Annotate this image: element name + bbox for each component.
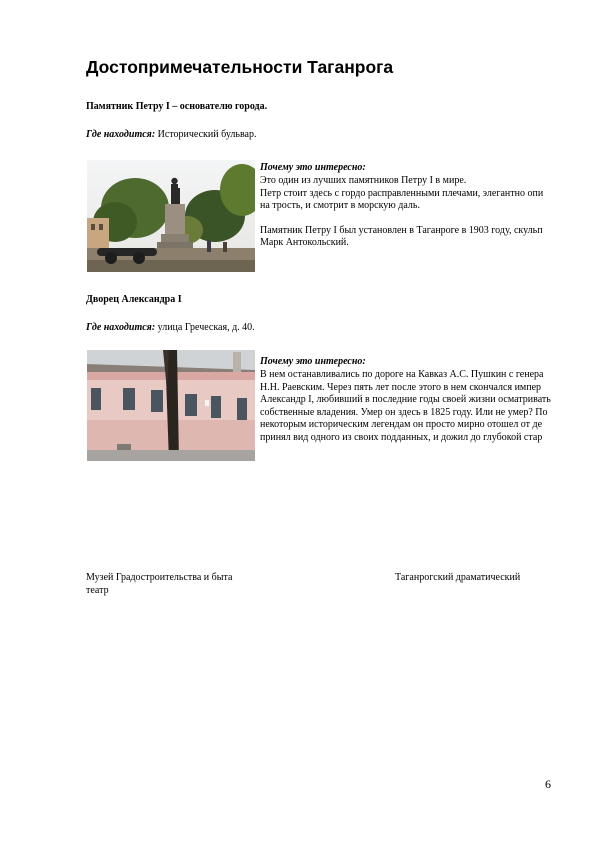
text-line: принял вид одного из своих подданных, и дожил до глубокой стар — [260, 431, 543, 443]
text-line: Александр I, любивший в последние годы своей жизни осматривать — [260, 394, 551, 405]
section2-description — [260, 369, 595, 444]
section-heading-peter-monument: Памятник Петру I – основателю города. — [86, 101, 268, 112]
text-line: Это один из лучших памятников Петру I в мире. — [260, 175, 467, 186]
why-interesting-label: Почему это интересно: — [260, 356, 366, 367]
location-line — [86, 129, 256, 142]
text-line: Н.Н. Раевским. Через пять лет после этого в нем скончался импер — [260, 381, 542, 393]
location-line — [86, 322, 255, 335]
section-heading-alexander-palace: Дворец Александра I — [86, 294, 182, 305]
theatre-caption-continuation: театр — [86, 585, 109, 596]
museum-caption: Музей Градостроительства и быта — [86, 572, 233, 583]
section1-description — [260, 175, 595, 250]
text-line: Марк Антокольский. — [260, 237, 349, 248]
alexander-palace-image — [87, 350, 255, 461]
page-number: 6 — [545, 777, 551, 791]
location-value: Исторический бульвар. — [157, 129, 257, 140]
drama-theatre-caption: Таганрогский драматический — [395, 572, 521, 583]
location-value: улица Греческая, д. 40. — [157, 322, 255, 333]
text-line: некоторым историческим легендам он просто мирно отошел от де — [260, 419, 543, 430]
text-line: Памятник Петру I был установлен в Таганроге в 1903 году, скульп — [260, 224, 543, 236]
text-line: на трость, и смотрит в морскую даль. — [260, 200, 420, 211]
location-label: Где находится: — [86, 322, 156, 333]
location-label: Где находится: — [86, 129, 156, 140]
peter-monument-photo — [87, 160, 255, 272]
page-title: Достопримечательности Таганрога — [86, 57, 394, 77]
text-line: В нем останавливались по дороге на Кавказ А.С. Пушкин с генера — [260, 369, 544, 380]
why-interesting-label: Почему это интересно: — [260, 162, 366, 173]
text-line: Петр стоит здесь с гордо расправленными плечами, элегантно опи — [260, 187, 544, 199]
text-line: собственные владения. Умер он здесь в 1825 году. Или не умер? По — [260, 406, 548, 418]
peter-monument-image — [87, 160, 255, 272]
alexander-palace-photo — [87, 350, 255, 461]
